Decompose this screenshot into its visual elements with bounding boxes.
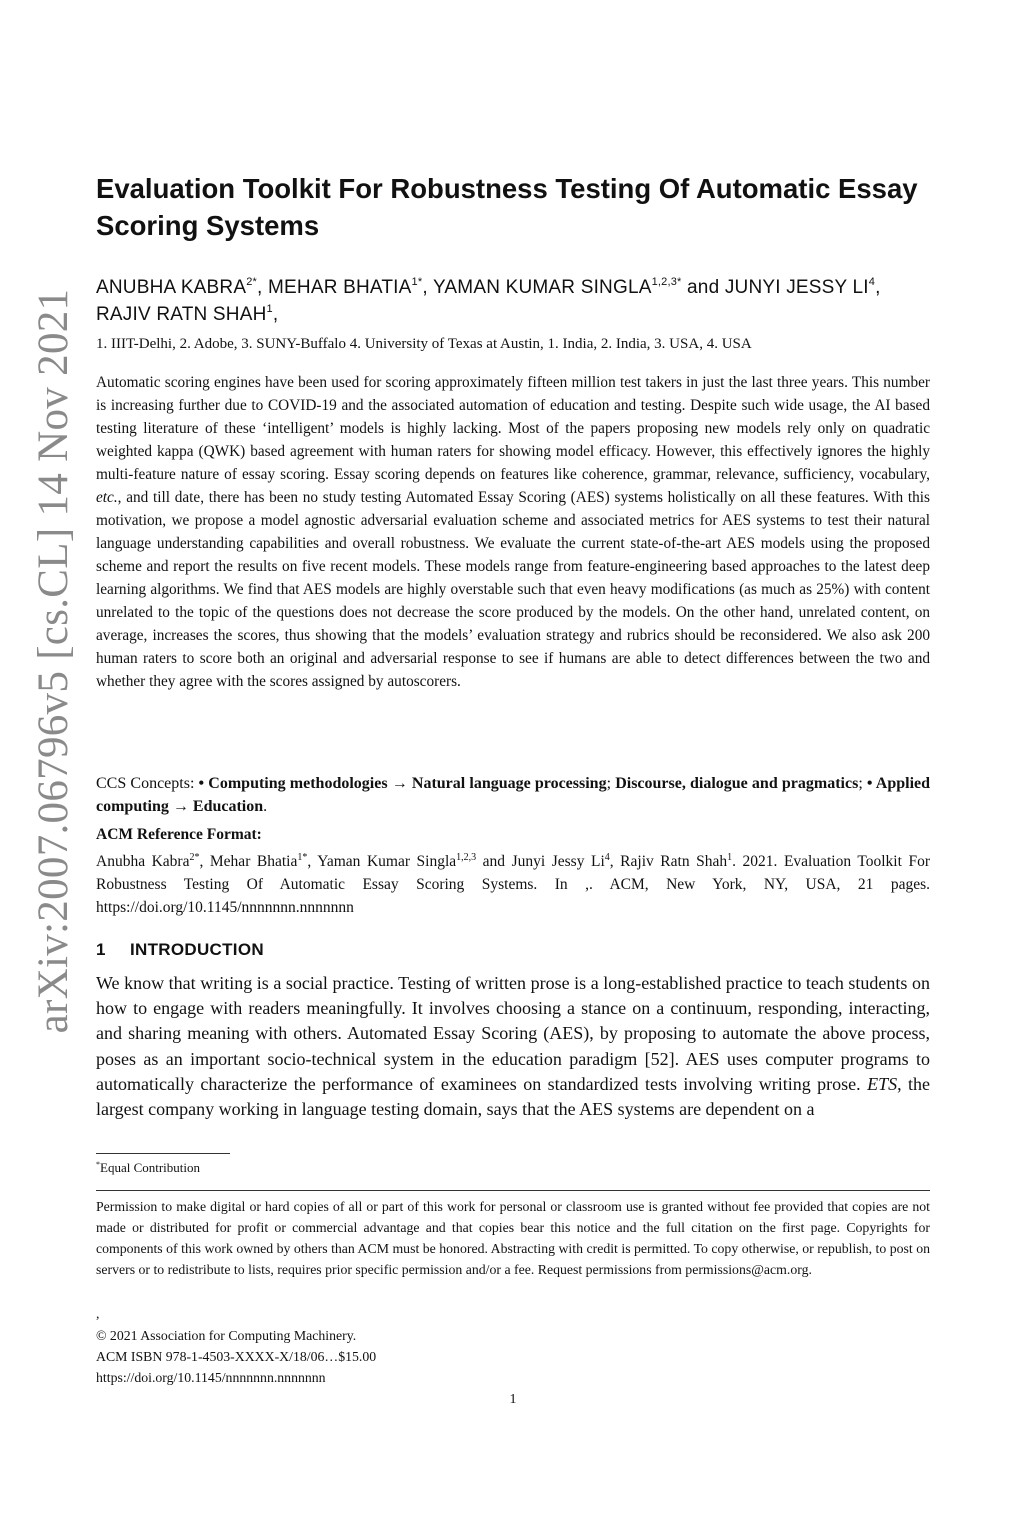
author-name: JUNYI JESSY LI: [724, 277, 869, 298]
ccs-separator: ;: [858, 775, 867, 792]
ref-affil-mark: 4: [604, 852, 610, 863]
permission-notice: Permission to make digital or hard copies of all or part of this work for personal or classroom use is granted without fee provided that copies are not made or distributed for profit or commercial advantage and that copies bear this notice and the full citation on the first page. Copyrights for components of this work owned by others than ACM must be honored. Abstracting with credit is permitted. To copy otherwise, or republish, to post on servers or to redistribute to lists, requires prior specific permission and/or a fee. Request permissions from permissions@acm.org.: [96, 1199, 930, 1277]
footnote-rule: [96, 1153, 230, 1154]
abstract: [96, 371, 930, 693]
author-affil-mark: 1,2,3*: [651, 276, 682, 288]
abstract-etc: etc.: [96, 489, 118, 506]
acm-reference-heading: ACM Reference Format:: [96, 826, 262, 843]
ccs-term: Discourse, dialogue and pragmatics: [615, 775, 859, 792]
ccs-label: CCS Concepts:: [96, 775, 199, 792]
author-affil-mark: 1: [266, 303, 273, 315]
ccs-end: .: [263, 798, 268, 815]
ref-affil-mark: 2*: [189, 852, 200, 863]
section-title: INTRODUCTION: [130, 940, 264, 959]
ref-author: and Junyi Jessy Li: [476, 853, 605, 870]
venue-placeholder: ,: [96, 1306, 100, 1321]
intro-ets: ETS: [867, 1073, 898, 1094]
footnote-text: Equal Contribution: [100, 1160, 201, 1175]
section-number: 1: [96, 940, 106, 959]
author-affil-mark: 4: [868, 276, 876, 288]
section-heading: [96, 940, 264, 960]
author-affil-mark: 1*: [411, 276, 423, 288]
ccs-arrow: →: [168, 798, 193, 815]
ccs-term: Education: [192, 798, 264, 815]
ref-affil-mark: 1*: [297, 852, 308, 863]
ccs-term: Natural language processing: [411, 775, 607, 792]
copyright-line: © 2021 Association for Computing Machinery.: [96, 1328, 357, 1343]
ref-affil-mark: 1,2,3: [456, 852, 477, 863]
ref-author: , Mehar Bhatia: [199, 853, 298, 870]
ccs-separator: ;: [606, 775, 616, 792]
page-number: 1: [509, 1392, 517, 1407]
isbn-line: ACM ISBN 978-1-4503-XXXX-X/18/06…$15.00: [96, 1349, 377, 1364]
acm-reference: [96, 850, 930, 919]
author-affil-mark: 2*: [246, 276, 258, 288]
author-name: MEHAR BHATIA: [268, 277, 412, 298]
ref-affil-mark: 1: [727, 852, 733, 863]
intro-text: , the largest company working in language testing domain, says that the AES systems are dependent on a: [96, 1073, 930, 1120]
ref-author: , Rajiv Ratn Shah: [609, 853, 728, 870]
ccs-concepts: [96, 772, 930, 818]
arxiv-stamp: arXiv:2007.06796v5 [cs.CL] 14 Nov 2021: [30, 288, 77, 1034]
ccs-arrow: →: [387, 775, 412, 792]
footnote: [96, 1160, 200, 1176]
author-name: YAMAN KUMAR SINGLA: [432, 277, 652, 298]
affiliations: 1. IIIT-Delhi, 2. Adobe, 3. SUNY-Buffalo 4. University of Texas at Austin, 1. India, 2. India, 3. USA, 4. USA: [96, 336, 752, 352]
abstract-text: , and till date, there has been no study testing Automated Essay Scoring (AES) systems holistically on all these features. With this motivation, we propose a model agnostic adversarial evaluation scheme and associated metrics for AES systems to test their natural language understanding capabilities and overall robustness. We evaluate the current state-of-the-art AES models using the proposed scheme and report the results on five recent models. These models range from feature-engineering based approaches to the latest deep learning algorithms. We find that AES models are highly overstable such that even heavy modifications (as much as 25%) with content unrelated to the topic of the questions does not decrease the score produced by the models. On the other hand, unrelated content, on average, increases the scores, thus showing that the models’ evaluation strategy and rubrics should be reconsidered. We also ask 200 human raters to score both an original and adversarial response to see if humans are able to detect differences between the two and whether they agree with the scores assigned by autoscorers.: [96, 489, 930, 690]
intro-text: We know that writing is a social practice. Testing of written prose is a long-established practice to teach students on how to engage with readers meaningfully. It involves choosing a stance on a continuum, responding, interacting, and sharing meaning with others. Automated Essay Scoring (AES), by proposing to automate the above process, poses as an important socio-technical system in the education paradigm [52]. AES uses computer programs to automatically characterize the performance of examinees on standardized tests involving writing prose.: [96, 973, 930, 1094]
ref-author: Anubha Kabra: [96, 853, 190, 870]
author-conjunction: and: [687, 277, 720, 298]
author-list: ANUBHA $KABRA^{2*}$, MEHAR $BHATIA^{1*}$, YAMAN KUMAR $SINGLA^{1,2,3*}$ and JUNYI JESSY $LI^4$, RAJIV RATN SHAH$^1$,: [96, 276, 881, 325]
abstract-text: Automatic scoring engines have been used for scoring approximately fifteen million test takers in just the last three years. This number is increasing further due to COVID-19 and the associated automation of education and testing. Despite such wide usage, the AI based testing literature of these ‘intelligent’ models is highly lacking. Most of the papers proposing new models rely only on quadratic weighted kappa (QWK) based agreement with human raters for showing model efficacy. However, this effectively ignores the highly multi-feature nature of essay scoring. Essay scoring depends on features like coherence, grammar, relevance, sufficiency, vocabulary,: [96, 374, 930, 483]
copyright-block: [96, 1325, 376, 1388]
ref-author: , Yaman Kumar Singla: [307, 853, 457, 870]
doi-link[interactable]: https://doi.org/10.1145/nnnnnnn.nnnnnnn: [96, 1370, 326, 1385]
author-name: ANUBHA KABRA: [96, 277, 247, 298]
permission-rule: [96, 1190, 930, 1191]
ccs-term: • Computing methodologies: [198, 775, 388, 792]
ref-details: . 2021. Evaluation Toolkit For Robustness Testing Of Automatic Essay Scoring Systems. In ,. ACM, New York, NY, USA, 21 pages. https://doi.org/10.1145/nnnnnnn.nnnnnnn: [96, 853, 930, 916]
ccs-term: • Applied computing: [96, 775, 931, 815]
paper-title: Evaluation Toolkit For Robustness Testing Of Automatic Essay Scoring Systems: [96, 173, 918, 241]
footnote-mark: *: [96, 1160, 100, 1169]
intro-paragraph: [96, 971, 930, 1122]
author-name: RAJIV RATN SHAH: [96, 304, 267, 325]
